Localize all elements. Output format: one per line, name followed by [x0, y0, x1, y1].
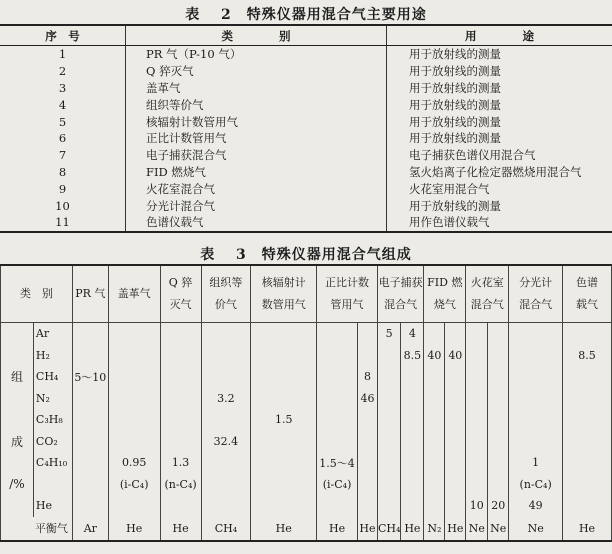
value-cell: 40	[445, 345, 466, 367]
value-cell	[563, 388, 612, 410]
table-row	[0, 96, 612, 113]
value-cell	[251, 323, 317, 345]
value-cell	[357, 409, 377, 431]
header-q-l2: 灭气	[169, 298, 192, 311]
cell: He	[317, 517, 358, 541]
value-cell	[509, 323, 563, 345]
table-row	[0, 214, 612, 232]
value-cell	[488, 323, 509, 345]
value-cell: 49	[509, 495, 563, 517]
value-cell	[160, 495, 201, 517]
gas-name: He	[33, 495, 72, 517]
header-tissue	[201, 265, 251, 323]
row-type: 核辐射计数管用气	[126, 113, 387, 130]
value-cell	[424, 495, 445, 517]
table-row	[0, 113, 612, 130]
value-cell	[466, 345, 488, 367]
value-cell	[251, 388, 317, 410]
value-cell: 8.5	[563, 345, 612, 367]
row-no: 2	[0, 63, 126, 80]
value-cell: 46	[357, 388, 377, 410]
value-cell	[108, 495, 160, 517]
value-cell: (i-C₄)	[317, 474, 358, 496]
value-cell	[488, 388, 509, 410]
value-cell	[424, 323, 445, 345]
value-cell: 1.5～4	[317, 452, 358, 474]
value-cell	[563, 452, 612, 474]
value-cell	[401, 495, 424, 517]
row-type: 电子捕获混合气	[126, 147, 387, 164]
row-use: 用作色谱仪载气	[387, 214, 612, 232]
row-use: 电子捕获色谱仪用混合气	[409, 148, 536, 163]
row-no: 3	[0, 80, 126, 97]
value-cell	[509, 431, 563, 453]
value-cell	[72, 431, 108, 453]
value-cell	[377, 431, 400, 453]
value-cell	[445, 366, 466, 388]
value-cell	[424, 474, 445, 496]
header-type: 类 别	[126, 25, 387, 46]
value-cell	[251, 452, 317, 474]
table3-title: 表 3 特殊仪器用混合气组成	[200, 247, 412, 263]
cell: He	[160, 517, 201, 541]
value-cell	[509, 409, 563, 431]
gas-name: H₂	[33, 345, 72, 367]
value-cell	[466, 409, 488, 431]
value-cell	[377, 409, 400, 431]
value-cell	[488, 431, 509, 453]
cell: Ne	[466, 517, 488, 541]
table-row	[1, 366, 612, 388]
header-tissue-l1: 组织等	[209, 276, 243, 289]
value-cell	[357, 495, 377, 517]
table-row	[0, 197, 612, 214]
cell: He	[251, 517, 317, 541]
table-row	[1, 474, 612, 496]
value-cell	[317, 345, 358, 367]
value-cell	[563, 474, 612, 496]
value-cell	[72, 409, 108, 431]
value-cell	[108, 345, 160, 367]
value-cell: 4	[401, 323, 424, 345]
header-spark-l1: 火花室	[470, 276, 504, 289]
header-tissue-l2: 价气	[214, 298, 237, 311]
value-cell	[466, 474, 488, 496]
cell: CH₄	[377, 517, 400, 541]
header-spectrometer	[509, 265, 563, 323]
value-cell	[563, 495, 612, 517]
header-ec-l1: 电子捕获	[378, 276, 423, 289]
header-q	[160, 265, 201, 323]
cell: Ar	[72, 517, 108, 541]
value-cell	[509, 345, 563, 367]
table-row	[1, 345, 612, 367]
gas-name	[33, 474, 72, 496]
gas-name: C₄H₁₀	[33, 452, 72, 474]
header-chr-l2: 载气	[576, 298, 599, 311]
gas-balance: 平衡气	[1, 517, 73, 541]
gas-name: CO₂	[33, 431, 72, 453]
value-cell	[108, 409, 160, 431]
value-cell	[488, 474, 509, 496]
header-spec-l1: 分光计	[519, 276, 553, 289]
value-cell	[201, 345, 251, 367]
value-cell: 32.4	[201, 431, 251, 453]
row-use: 火花室用混合气	[409, 181, 490, 196]
side-label	[1, 409, 34, 431]
header-fid-l1: FID 燃	[427, 276, 463, 289]
value-cell: 3.2	[201, 388, 251, 410]
table-row	[1, 388, 612, 410]
composition-table	[0, 264, 612, 542]
cell: He	[401, 517, 424, 541]
value-cell	[377, 495, 400, 517]
table-row	[1, 323, 612, 345]
table-row	[1, 431, 612, 453]
value-cell	[466, 431, 488, 453]
value-cell	[72, 495, 108, 517]
row-no: 1	[0, 46, 126, 63]
value-cell: 1.5	[251, 409, 317, 431]
row-use: 用于放射线的测量	[409, 64, 501, 79]
side-label	[1, 495, 34, 517]
value-cell	[377, 474, 400, 496]
header-nuclear	[251, 265, 317, 323]
side-label: 成	[1, 431, 34, 453]
row-no: 5	[0, 113, 126, 130]
value-cell	[401, 366, 424, 388]
value-cell	[160, 323, 201, 345]
cell: Ne	[509, 517, 563, 541]
value-cell	[108, 323, 160, 345]
row-no: 9	[0, 180, 126, 197]
value-cell	[251, 474, 317, 496]
usage-table	[0, 24, 612, 233]
value-cell	[563, 323, 612, 345]
value-cell	[445, 495, 466, 517]
value-cell	[424, 388, 445, 410]
cell: He	[108, 517, 160, 541]
row-type: 火花室混合气	[126, 180, 387, 197]
row-type: 分光计混合气	[126, 197, 387, 214]
value-cell	[72, 388, 108, 410]
row-type: 组织等价气	[126, 96, 387, 113]
value-cell	[201, 409, 251, 431]
value-cell	[108, 431, 160, 453]
value-cell	[160, 409, 201, 431]
header-ec-l2: 混合气	[384, 298, 418, 311]
header-nuclear-l1: 核辐射计	[261, 276, 306, 289]
value-cell	[445, 452, 466, 474]
header-geiger: 盖革气	[108, 265, 160, 323]
value-cell	[377, 366, 400, 388]
value-cell	[317, 388, 358, 410]
value-cell	[357, 431, 377, 453]
header-prop-l1: 正比计数	[325, 276, 370, 289]
value-cell	[357, 474, 377, 496]
side-label	[1, 452, 34, 474]
value-cell	[445, 388, 466, 410]
value-cell: (n-C₄)	[509, 474, 563, 496]
header-spark	[466, 265, 509, 323]
gas-name: N₂	[33, 388, 72, 410]
row-type: Q 猝灭气	[126, 63, 387, 80]
row-use: 用于放射线的测量	[409, 80, 501, 95]
header-nuclear-l2: 数管用气	[261, 298, 306, 311]
value-cell	[251, 495, 317, 517]
header-proportional	[317, 265, 378, 323]
value-cell	[72, 474, 108, 496]
side-label	[1, 323, 34, 345]
value-cell	[108, 388, 160, 410]
row-no: 7	[0, 147, 126, 164]
row-type: PR 气（P-10 气）	[126, 46, 387, 63]
value-cell	[72, 452, 108, 474]
value-cell	[108, 366, 160, 388]
table-header-row	[0, 25, 612, 46]
value-cell	[401, 409, 424, 431]
value-cell	[445, 323, 466, 345]
value-cell	[401, 431, 424, 453]
value-cell	[509, 366, 563, 388]
table-row	[1, 452, 612, 474]
row-use: 用于放射线的测量	[409, 114, 501, 129]
value-cell	[160, 431, 201, 453]
header-spec-l2: 混合气	[519, 298, 553, 311]
value-cell	[357, 452, 377, 474]
value-cell	[317, 409, 358, 431]
value-cell	[509, 388, 563, 410]
value-cell	[424, 366, 445, 388]
value-cell	[488, 452, 509, 474]
cell: CH₄	[201, 517, 251, 541]
table-row	[1, 409, 612, 431]
row-use: 用于放射线的测量	[409, 198, 501, 213]
value-cell	[445, 409, 466, 431]
header-spark-l2: 混合气	[470, 298, 504, 311]
row-use: 用于放射线的测量	[409, 47, 501, 62]
value-cell: 40	[424, 345, 445, 367]
value-cell	[401, 452, 424, 474]
value-cell	[317, 495, 358, 517]
header-chr-l1: 色谱	[576, 276, 599, 289]
row-no: 4	[0, 96, 126, 113]
value-cell	[563, 409, 612, 431]
row-no: 11	[0, 214, 126, 232]
value-cell	[377, 452, 400, 474]
table-row	[0, 130, 612, 147]
table-row	[0, 80, 612, 97]
value-cell	[488, 366, 509, 388]
value-cell	[466, 388, 488, 410]
value-cell	[201, 474, 251, 496]
value-cell	[488, 345, 509, 367]
value-cell	[377, 388, 400, 410]
value-cell: 1.3	[160, 452, 201, 474]
value-cell: 8	[357, 366, 377, 388]
value-cell	[251, 345, 317, 367]
cell: He	[445, 517, 466, 541]
value-cell	[251, 431, 317, 453]
header-pr: PR 气	[72, 265, 108, 323]
value-cell	[251, 366, 317, 388]
table-row	[1, 495, 612, 517]
header-no: 序 号	[0, 25, 126, 46]
row-use: 氢火焰离子化检定器燃烧用混合气	[409, 164, 582, 179]
table-row	[0, 180, 612, 197]
side-label	[1, 345, 34, 367]
header-ec	[377, 265, 423, 323]
row-no: 8	[0, 164, 126, 181]
side-label: 组	[1, 366, 34, 388]
row-use: 用于放射线的测量	[409, 97, 501, 112]
gas-name: Ar	[33, 323, 72, 345]
value-cell	[563, 431, 612, 453]
table-row	[0, 164, 612, 181]
value-cell	[466, 323, 488, 345]
balance-row	[1, 517, 612, 541]
header-fid	[424, 265, 466, 323]
value-cell	[72, 345, 108, 367]
cell: Ne	[488, 517, 509, 541]
value-cell	[424, 452, 445, 474]
value-cell	[317, 431, 358, 453]
value-cell	[201, 452, 251, 474]
value-cell: 0.95	[108, 452, 160, 474]
header-use: 用 途	[387, 25, 612, 46]
row-type: 色谱仪载气	[126, 214, 387, 232]
value-cell: 5～10	[72, 366, 108, 388]
gas-name: C₃H₈	[33, 409, 72, 431]
value-cell: 20	[488, 495, 509, 517]
value-cell	[160, 388, 201, 410]
header-chromatograph	[563, 265, 612, 323]
value-cell: 1	[509, 452, 563, 474]
value-cell	[424, 431, 445, 453]
header-fid-l2: 烧气	[433, 298, 456, 311]
value-cell: (n-C₄)	[160, 474, 201, 496]
value-cell	[401, 388, 424, 410]
table-header-row	[1, 265, 612, 323]
header-prop-l2: 管用气	[330, 298, 364, 311]
value-cell	[317, 366, 358, 388]
value-cell: 10	[466, 495, 488, 517]
value-cell	[445, 431, 466, 453]
side-label	[1, 388, 34, 410]
row-no: 6	[0, 130, 126, 147]
value-cell	[201, 323, 251, 345]
row-type: 盖革气	[126, 80, 387, 97]
value-cell	[488, 409, 509, 431]
value-cell	[160, 345, 201, 367]
value-cell	[563, 366, 612, 388]
header-type: 类 别	[1, 265, 73, 323]
row-use: 用于放射线的测量	[409, 131, 501, 146]
header-q-l1: Q 猝	[168, 276, 193, 289]
row-no: 10	[0, 197, 126, 214]
value-cell	[466, 452, 488, 474]
value-cell	[357, 345, 377, 367]
value-cell: (i-C₄)	[108, 474, 160, 496]
value-cell: 8.5	[401, 345, 424, 367]
table-row	[0, 147, 612, 164]
value-cell	[72, 323, 108, 345]
side-label: /%	[1, 474, 34, 496]
table-row	[0, 63, 612, 80]
value-cell	[401, 474, 424, 496]
row-type: FID 燃烧气	[126, 164, 387, 181]
value-cell	[466, 366, 488, 388]
value-cell	[424, 409, 445, 431]
value-cell	[317, 323, 358, 345]
gas-name: CH₄	[33, 366, 72, 388]
cell: He	[357, 517, 377, 541]
value-cell: 5	[377, 323, 400, 345]
value-cell	[377, 345, 400, 367]
table2-title: 表 2 特殊仪器用混合气主要用途	[185, 7, 427, 23]
value-cell	[160, 366, 201, 388]
value-cell	[445, 474, 466, 496]
value-cell	[201, 495, 251, 517]
table-row	[0, 46, 612, 63]
value-cell	[201, 366, 251, 388]
value-cell	[357, 323, 377, 345]
cell: N₂	[424, 517, 445, 541]
row-type: 正比计数管用气	[126, 130, 387, 147]
cell: He	[563, 517, 612, 541]
